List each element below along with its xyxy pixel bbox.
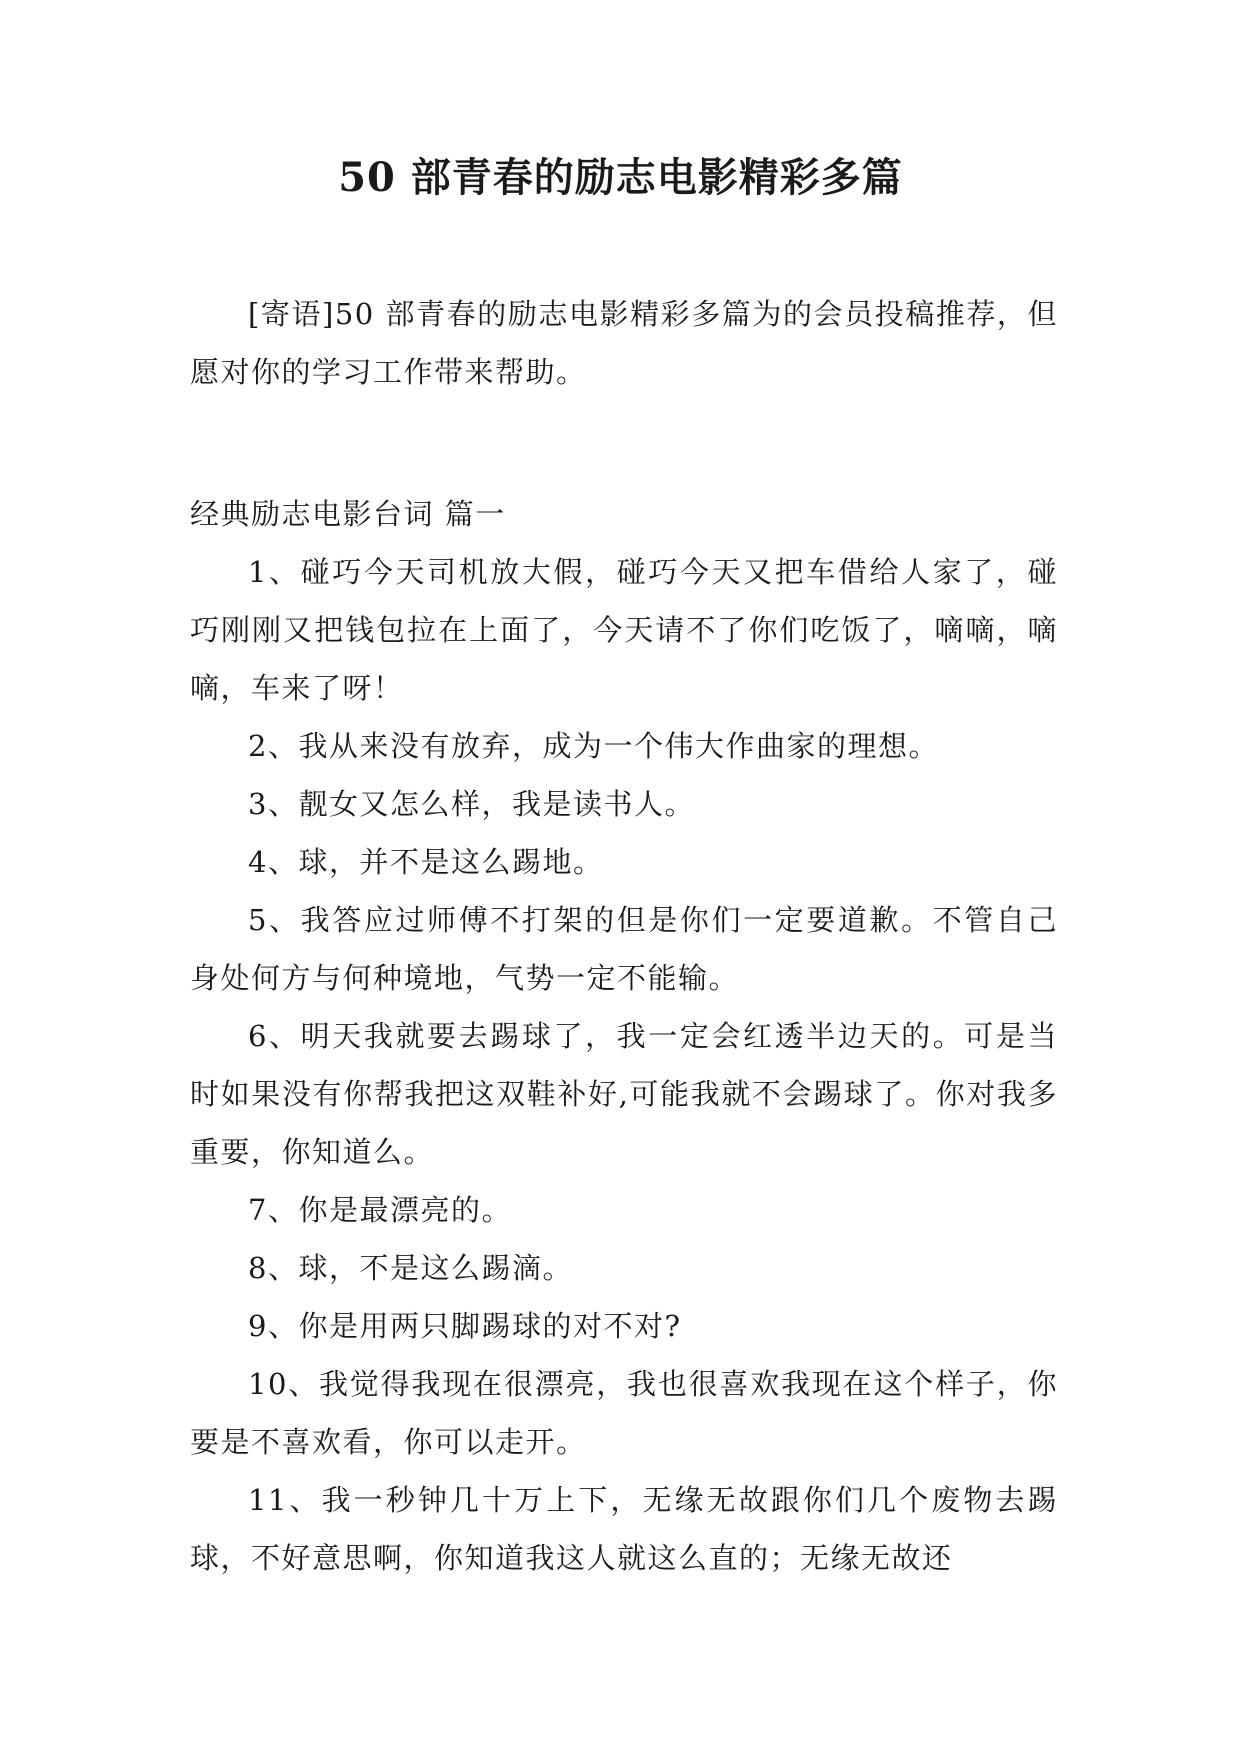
quote-item-5: 5、我答应过师傅不打架的但是你们一定要道歉。不管自己身处何方与何种境地，气势一定不能输。 — [190, 903, 1058, 995]
quote-item-7: 7、你是最漂亮的。 — [248, 1193, 512, 1227]
quote-item-8: 8、球，不是这么踢滴。 — [248, 1251, 573, 1285]
quote-item-1: 1、碰巧今天司机放大假，碰巧今天又把车借给人家了，碰巧刚刚又把钱包拉在上面了，今天请不了你们吃饭了，嘀嘀，嘀嘀，车来了呀！ — [190, 555, 1058, 705]
document-body — [190, 285, 1058, 1587]
intro-paragraph: [寄语]50 部青春的励志电影精彩多篇为的会员投稿推荐，但愿对你的学习工作带来帮助。 — [190, 297, 1058, 389]
quote-item-11: 11、我一秒钟几十万上下，无缘无故跟你们几个废物去踢球，不好意思啊，你知道我这人就这么直的；无缘无故还 — [190, 1483, 1058, 1575]
quote-item-4: 4、球，并不是这么踢地。 — [248, 845, 604, 879]
quote-item-6: 6、明天我就要去踢球了，我一定会红透半边天的。可是当时如果没有你帮我把这双鞋补好,可能我就不会踢球了。你对我多重要，你知道么。 — [190, 1019, 1058, 1169]
quote-item-2: 2、我从来没有放弃，成为一个伟大作曲家的理想。 — [248, 729, 939, 763]
quote-item-3: 3、靓女又怎么样，我是读书人。 — [248, 787, 695, 821]
document-title: 50 部青春的励志电影精彩多篇 — [338, 154, 903, 201]
quote-item-10: 10、我觉得我现在很漂亮，我也很喜欢我现在这个样子，你要是不喜欢看，你可以走开。 — [190, 1367, 1058, 1459]
section-heading: 经典励志电影台词 篇一 — [190, 497, 506, 531]
quote-item-9: 9、你是用两只脚踢球的对不对? — [248, 1309, 682, 1343]
paragraph-spacer — [190, 401, 1058, 485]
